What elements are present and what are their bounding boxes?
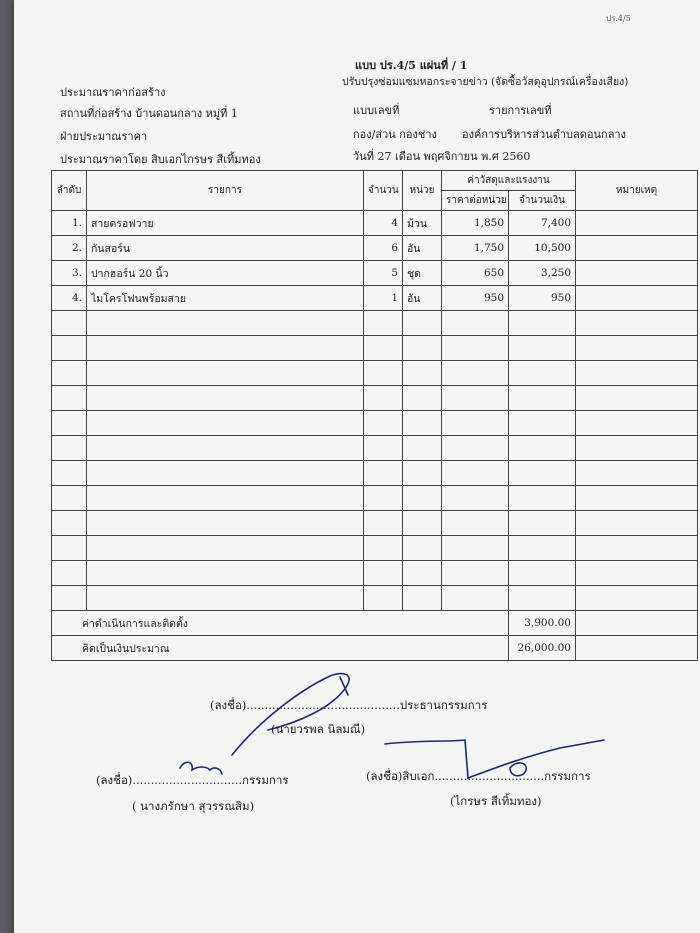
- cell-amount: 10,500: [509, 236, 576, 261]
- cell-no: 4.: [52, 286, 87, 311]
- header-material-group: ค่าวัสดุและแรงงาน: [442, 171, 576, 191]
- cell-amount: 7,400: [509, 211, 576, 236]
- cell-item: สายดรอฟวาย: [87, 211, 364, 236]
- cell-unit-price: 1,850: [442, 211, 509, 236]
- header-amount: จำนวนเงิน: [509, 191, 576, 211]
- cell-item: ปากฮอร์น 20 นิ้ว: [87, 261, 364, 286]
- cell-item: กันสอร์น: [87, 236, 364, 261]
- cell-qty: 4: [364, 211, 403, 236]
- cell-qty: 5: [364, 261, 403, 286]
- corner-code: ปร.4/5: [606, 14, 631, 23]
- form-title: แบบ ปร.4/5 แผ่นที่ / 1: [355, 59, 468, 72]
- date-label: วันที่ 27 เดือน พฤศจิกายน พ.ศ 2560: [353, 150, 531, 163]
- form-no-label: แบบเลขที่: [353, 104, 400, 117]
- cell-unit-price: 1,750: [442, 236, 509, 261]
- cell-qty: 6: [364, 236, 403, 261]
- cell-unit: ชุด: [403, 261, 442, 286]
- summary-install-value: 3,900.00: [509, 611, 576, 636]
- cell-unit: อัน: [403, 236, 442, 261]
- summary-total-label: คิดเป็นเงินประมาณ: [52, 636, 509, 661]
- cell-qty: 1: [364, 286, 403, 311]
- cell-unit-price: 950: [442, 286, 509, 311]
- header-unit: หน่วย: [403, 171, 442, 211]
- summary-install-label: ค่าดำเนินการและติดตั้ง: [52, 611, 509, 636]
- cell-no: 2.: [52, 236, 87, 261]
- member2-name: (ไกรษร สีเทิ้มทอง): [450, 794, 542, 808]
- header-remark: หมายเหตุ: [576, 171, 698, 211]
- member2-signature-line: (ลงชื่อ)สิบเอก..............................กรรมการ: [366, 769, 591, 783]
- cell-amount: 950: [509, 286, 576, 311]
- cell-amount: 3,250: [509, 261, 576, 286]
- member1-name: ( นางภรักษา สุวรรณสิม): [132, 799, 255, 813]
- estimator-label: ประมาณราคาโดย สิบเอกไกรษร สีเทิ้มทอง: [60, 153, 261, 166]
- project-name: ปรับปรุงซ่อมแซมหอกระจายข่าว (จัดซื้อวัสดุอุปกรณ์เครื่องเสียง): [342, 76, 629, 88]
- header-qty: จำนวน: [364, 171, 403, 211]
- cell-no: 1.: [52, 211, 87, 236]
- header-unit-price: ราคาต่อหน่วย: [442, 191, 509, 211]
- department-label: ฝ่ายประมาณราคา: [60, 130, 148, 143]
- chair-name: (นายวรพล นิลมณี): [271, 722, 366, 736]
- header-item: รายการ: [87, 171, 364, 211]
- cell-no: 3.: [52, 261, 87, 286]
- header-no: ลำดับ: [52, 171, 87, 211]
- member1-signature-line: (ลงชื่อ)..............................กรรมการ: [96, 773, 289, 787]
- site-label: สถานที่ก่อสร้าง บ้านดอนกลาง หมู่ที่ 1: [60, 107, 238, 120]
- organization-label: องค์การบริหารส่วนตำบลดอนกลาง: [462, 128, 626, 141]
- cell-unit: อัน: [403, 286, 442, 311]
- chair-signature-line: (ลงชื่อ)..........................................ประธานกรรมการ: [210, 698, 488, 712]
- item-no-label: รายการเลขที่: [489, 104, 552, 117]
- cell-item: ไมโครโฟนพร้อมสาย: [87, 286, 364, 311]
- estimate-label: ประมาณราคาก่อสร้าง: [60, 86, 166, 99]
- cell-unit: ม้วน: [403, 211, 442, 236]
- division-label: กอง/ส่วน กองช่าง: [353, 128, 437, 141]
- cell-unit-price: 650: [442, 261, 509, 286]
- summary-total-value: 26,000.00: [509, 636, 576, 661]
